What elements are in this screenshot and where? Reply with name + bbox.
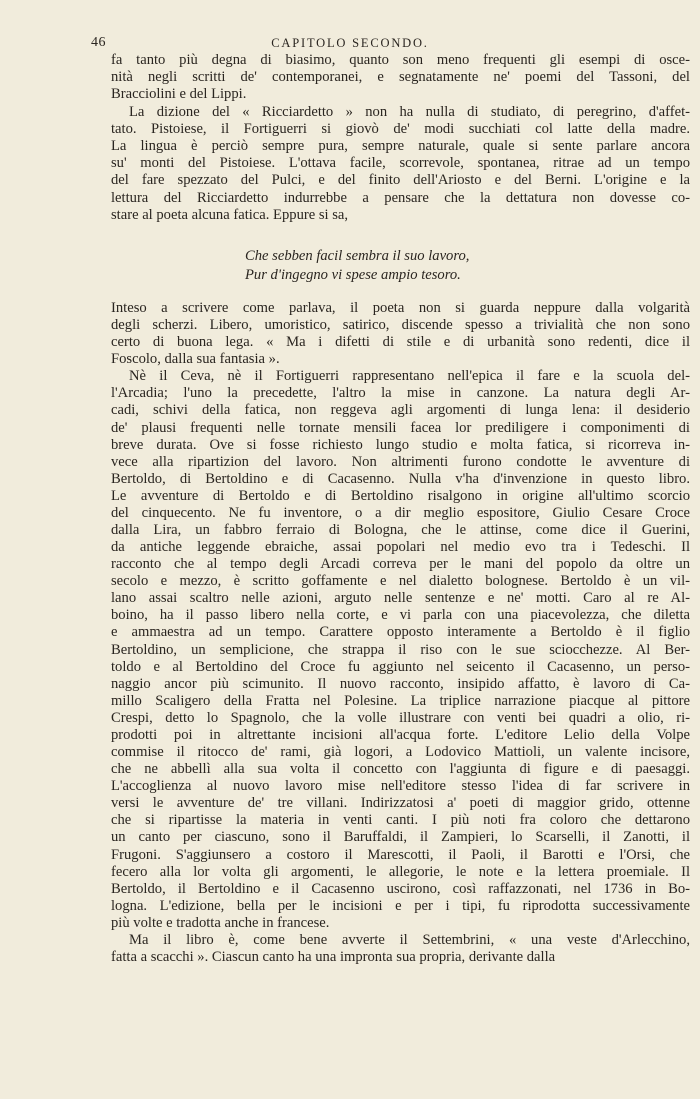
text-line: del fare spezzato del Pulci, e del finito dell'Ariosto e del Berni. L'origine e la <box>111 172 690 189</box>
verse-line: Che sebben facil sembra il suo lavoro, <box>245 248 470 264</box>
text-line: degli scherzi. Libero, umoristico, satirico, discende spesso a trivialità che non sono <box>111 317 690 334</box>
paragraph <box>111 932 690 966</box>
text-line: che ne abbellì alla sua volta il concetto con l'aggiunta di figure e di paesaggi. <box>111 761 690 778</box>
text-line: Inteso a scrivere come parlava, il poeta non si guarda neppure dalla volgarità <box>111 300 690 316</box>
text-line: naggio ancor più scimunito. Il nuovo racconto, insipido affatto, è lavoro di Ca- <box>111 675 690 692</box>
paragraph <box>111 104 690 224</box>
text-line: La lingua è perciò sempre pura, sempre naturale, quale si sente parlare ancora <box>111 137 690 154</box>
text-line: su' monti del Pistoiese. L'ottava facile, scorrevole, spontanea, ritrae ad un tempo <box>111 155 690 172</box>
text-line: Bracciolini e del Lippi. <box>111 86 247 103</box>
text-line: del cinquecento. Ne fu inventore, o a dir meglio espositore, Giulio Cesare Croce <box>111 504 690 521</box>
text-line: tato. Pistoiese, il Fortiguerri si giovò de' modi succhiati col latte della madre. <box>111 120 690 137</box>
text-line: lano assai scaltro nelle azioni, arguto nelle sentenze e ne' motti. Caro al re Al- <box>111 590 690 607</box>
paragraph <box>111 52 690 104</box>
text-line: più volte e tradotta anche in francese. <box>111 914 330 931</box>
text-line: stare al poeta alcuna fatica. Eppure si sa, <box>111 206 349 223</box>
text-line: fecero alla lor volta gli argomenti, le allegorie, le note e la lettera proemiale. Il <box>111 863 690 880</box>
text-line: boino, ha il passo libero nella corte, e vi parla con una piacevolezza, che diletta <box>111 607 690 624</box>
text-line: Ma il libro è, come bene avverte il Settembrini, « una veste d'Arlecchino, <box>129 931 690 948</box>
text-line: fa tanto più degna di biasimo, quanto son meno frequenti gli esempi di osce- <box>111 52 690 68</box>
body-text-top <box>111 52 690 224</box>
text-line: che si ripartisse la materia in venti canti. I più noti fra coloro che dettarono <box>111 812 690 829</box>
text-line: de' plausi frequenti nelle tornate mensili facea lor prediligere i componimenti di <box>111 419 690 436</box>
text-line: l'Arcadia; l'uno la precedette, l'altro la mise in canzone. La natura degli Ar- <box>111 385 690 402</box>
text-line: Foscolo, dalla sua fantasia ». <box>111 351 280 368</box>
text-line: cadi, schivi della fatica, non reggeva agli argomenti di lunga lena: il desiderio <box>111 402 690 419</box>
text-line: Crespi, detto lo Spagnolo, che la volle illustrare con venti bei quadri a olio, ri- <box>111 709 690 726</box>
running-head: CAPITOLO SECONDO. <box>271 36 429 50</box>
text-line: Bertoldo, il Bertoldino e il Cacasenno uscirono, così raffazzonati, nel 1736 in Bo- <box>111 880 690 897</box>
text-line: toldo e al Bertoldino del Croce fu aggiunto nel seicento il Cacasenno, un perso- <box>111 658 690 675</box>
verse-line: Pur d'ingegno vi spese ampio tesoro. <box>245 267 461 283</box>
paragraph <box>111 300 690 368</box>
text-line: secolo e mezzo, è scritto goffamente e nel dialetto bolognese. Bertoldo è un vil- <box>111 573 690 590</box>
text-line: Nè il Ceva, nè il Fortiguerri rappresentano nell'epica il fare e la scuola del- <box>129 368 690 385</box>
page-number: 46 <box>91 35 106 50</box>
text-line: Frugoni. S'aggiunsero a costoro il Marescotti, il Paoli, il Barotti e l'Orsi, che <box>111 846 690 863</box>
text-line: nità negli scritti de' contemporanei, e segnatamente ne' poemi del Tassoni, del <box>111 69 690 86</box>
text-line: L'accoglienza al nuovo lavoro mise nell'editore stesso l'idea di far scrivere in <box>111 778 690 795</box>
text-line: versi le avventure de' tre villani. Indirizzatosi a' poeti di maggior grido, ottenne <box>111 795 690 812</box>
text-line: logna. L'edizione, bella per le incisioni e per i tipi, fu riprodotta successivamente <box>111 897 690 914</box>
text-line: certo di buona lega. « Ma i difetti di stile e di urbanità sono redenti, dice il <box>111 334 690 351</box>
text-line: La dizione del « Ricciardetto » non ha nulla di studiato, di peregrino, d'affet- <box>129 103 690 120</box>
text-line: commise il ritocco de' rami, già logori, a Lodovico Mattioli, un valente incisore, <box>111 744 690 761</box>
text-line: da antiche leggende ebraiche, assai popolari nel medio evo tra i Tedeschi. Il <box>111 539 690 556</box>
text-line: fatta a scacchi ». Ciascun canto ha una impronta sua propria, derivante dalla <box>111 948 556 965</box>
text-line: Bertoldino, un semplicione, che strappa il riso con le sue sciocchezze. Al Ber- <box>111 641 690 658</box>
text-line: e ammaestra ad un tempo. Carattere opposto interamente a Bertoldo è il figlio <box>111 624 690 641</box>
text-line: lettura del Ricciardetto indurrebbe a pensare che la dettatura non dovesse co- <box>111 189 690 206</box>
text-line: Le avventure di Bertoldo e di Bertoldino risalgono in origine all'ultimo scorcio <box>111 487 690 504</box>
paragraph <box>111 368 690 932</box>
text-line: vece alla ripartizion del lavoro. Non altrimenti furono condotte le avventure di <box>111 453 690 470</box>
text-line: millo Scaligero della Fratta nel Polesine. La triplice narrazione piacque al pittore <box>111 692 690 709</box>
body-text-bottom <box>111 300 690 966</box>
text-line: dalla Lira, un fabbro ferraio di Bologna, che le attinse, come dice il Guerini, <box>111 522 690 539</box>
text-line: breve durata. Ove si fosse richiesto lungo studio e molta fatica, si ricorreva in- <box>111 436 690 453</box>
text-line: Bertoldo, di Bertoldino e di Cacasenno. Nulla v'ha d'invenzione in questo libro. <box>111 470 690 487</box>
text-line: un canto per ciascuno, sono il Baruffaldi, il Zampieri, lo Scarselli, il Zanotti, il <box>111 829 690 846</box>
text-line: racconto che al tempo degli Arcadi correva per le mani del popolo da oltre un <box>111 556 690 573</box>
text-line: prodotti poi in altrettante incisioni all'acqua forte. L'editore Lelio della Volpe <box>111 726 690 743</box>
